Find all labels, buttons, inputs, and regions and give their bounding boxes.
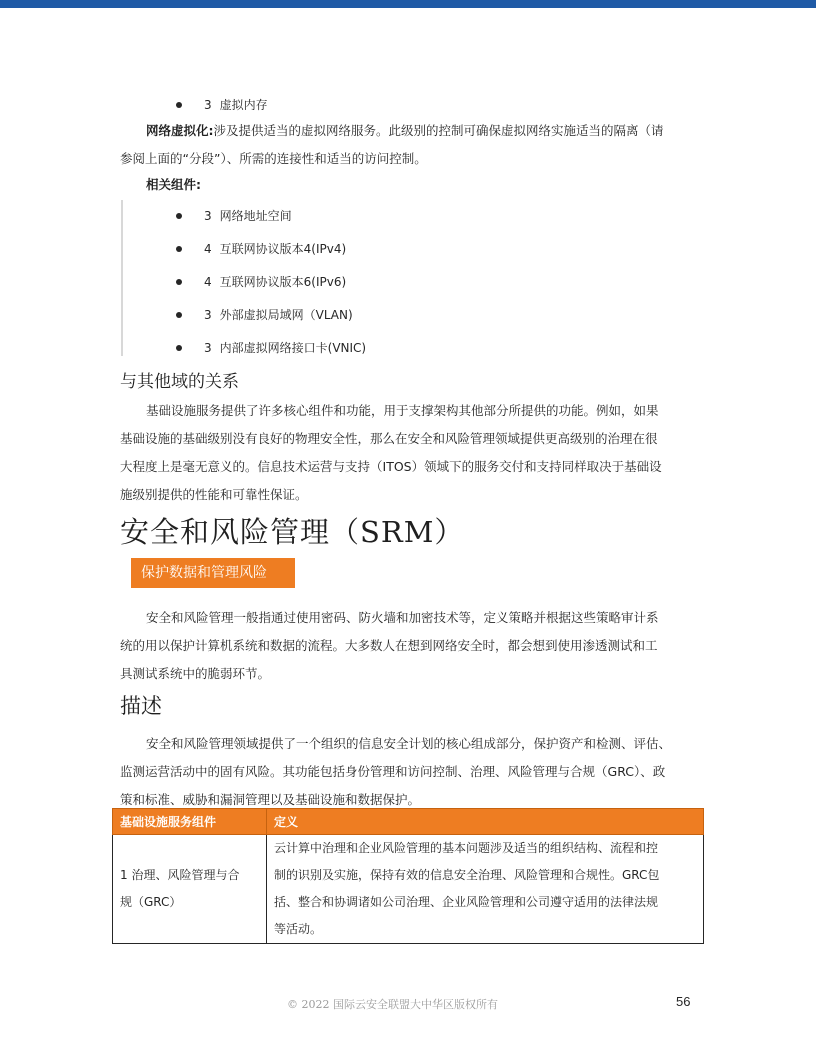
bullet-icon bbox=[176, 279, 182, 285]
section-heading: 与其他域的关系 bbox=[120, 372, 239, 392]
description-paragraph: 安全和风险管理领域提供了一个组织的信息安全计划的核心组成部分，保护资产和检测、评估、 监测运营活动中的固有风险。其功能包括身份管理和访问控制、治理、风险管理与合规（GRC）、政 策和标准、威胁和漏洞管理以及基础设施和数据保护。 bbox=[120, 736, 672, 807]
relation-paragraph: 基础设施服务提供了许多核心组件和功能，用于支撑架构其他部分所提供的功能。例如，如果 基础设施的基础级别没有良好的物理安全性，那么在安全和风险管理领域提供更高级别的治理在很 大程度上是毫无意义的。信息技术运营与支持（ITOS）领域下的服务交付和支持同样取决于基础设 施级别提供的性能和可靠性保证。 bbox=[120, 403, 662, 502]
table-cell: 云计算中治理和企业风险管理的基本问题涉及适当的组织结构、流程和控 制的识别及实施，保持有效的信息安全治理、风险管理和合规性。GRC包 括、整合和协调诸如公司治理、企业风险管理和公司遵守适用的法律法规 等活动。 bbox=[267, 835, 704, 944]
bullet-icon bbox=[176, 246, 182, 252]
related-components-label: 相关组件: bbox=[146, 177, 201, 192]
top-color-bar bbox=[0, 0, 816, 8]
bullet-icon bbox=[176, 213, 182, 219]
column-header: 定义 bbox=[267, 809, 704, 835]
network-virtualization-paragraph: 网络虚拟化:涉及提供适当的虚拟网络服务。此级别的控制可确保虚拟网络实施适当的隔离（请 参阅上面的“分段”）、所需的连接性和适当的访问控制。 bbox=[120, 123, 664, 166]
list-item: 4 互联网协议版本4(IPv4) bbox=[176, 241, 346, 257]
bullet-icon bbox=[176, 312, 182, 318]
copyright-text: © 2022 国际云安全联盟大中华区版权所有 bbox=[287, 998, 498, 1011]
bullet-icon bbox=[176, 102, 182, 108]
column-header: 基础设施服务组件 bbox=[113, 809, 267, 835]
subtitle-tag: 保护数据和管理风险 bbox=[131, 558, 295, 588]
components-table bbox=[112, 808, 704, 944]
srm-paragraph: 安全和风险管理一般指通过使用密码、防火墙和加密技术等，定义策略并根据这些策略审计系 统的用以保护计算机系统和数据的流程。大多数人在想到网络安全时，都会想到使用渗透测试和工 具测试系统中的脆弱环节。 bbox=[120, 610, 659, 681]
description-heading: 描述 bbox=[120, 694, 162, 718]
page-number: 56 bbox=[676, 994, 691, 1009]
table-row bbox=[113, 835, 704, 944]
table-cell: 1 治理、风险管理与合 规（GRC） bbox=[113, 835, 267, 944]
bullet-icon bbox=[176, 345, 182, 351]
list-item: 3 虚拟内存 bbox=[176, 97, 268, 113]
page-title: 安全和风险管理（SRM） bbox=[120, 515, 465, 549]
table-header-row bbox=[113, 809, 704, 835]
quote-bar bbox=[121, 200, 123, 356]
list-item: 3 网络地址空间 bbox=[176, 208, 292, 224]
list-item: 3 外部虚拟局域网（VLAN) bbox=[176, 307, 353, 323]
list-item: 4 互联网协议版本6(IPv6) bbox=[176, 274, 346, 290]
list-item: 3 内部虚拟网络接口卡(VNIC) bbox=[176, 340, 366, 356]
